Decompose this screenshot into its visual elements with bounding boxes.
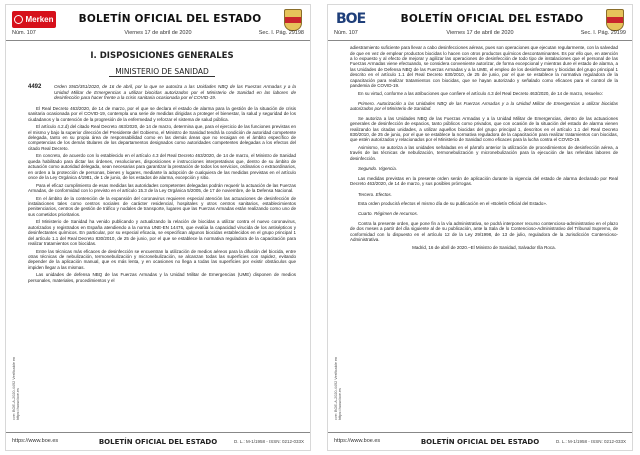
issue-date: Viernes 17 de abril de 2020	[124, 30, 192, 36]
page-footer	[328, 432, 632, 450]
paragraph: adiestramiento suficiente para llevar a cabo desinfecciones aéreas, pues son operaciones que ejecutan regularmente, con la salvedad de que en vez de emplear productos biocidas lo hacen con otros productos químicos descontaminantes. Es por ello que, en atención a lo expuesto y al efecto de mejorar y agilizar las operaciones de desinfección de todo tipo de instalaciones que el personal de las Fuerzas Armadas viene efectuando, se considera conveniente autorizar, de forma excepcional y mientras dure el estado de alarma, a las Unidades de Defensa NBQ de las Fuerzas Armadas y a la UME, el empleo de los desinfectantes y biocidas del grupo principal 1 descrito en el artículo 1.1 del Real Decreto 830/2010, de 25 de junio, por el que se establece la normativa reguladora de la capacitación para realizar tratamientos con biocidas, que se hayan autorizado y señalado como eficaces para el control de la pandemia de COVID-19.	[350, 45, 618, 89]
paragraph: Entre las técnicas más eficaces de desinfección se encuentran la utilización de medios aéreos para la difusión del biocida, entre otras técnicas de nebulización, termonebulización y micronebulización, se alcanzan todas las superficies con rapidez, evitando depender de la aplicación manual, que es más lenta, y en ocasiones no llega a todas las superficies por existir obstáculos que impiden llegar a las mismas.	[28, 248, 296, 270]
footer-url[interactable]: https://www.boe.es	[12, 438, 59, 444]
left-page	[5, 4, 311, 451]
boe-logo: BOE	[336, 11, 366, 27]
header-title: BOLETÍN OFICIAL DEL ESTADO	[400, 13, 584, 25]
issue-number: Núm. 107	[334, 30, 358, 36]
article-header	[28, 84, 296, 101]
header-meta	[334, 30, 626, 39]
footer-url[interactable]: https://www.boe.es	[334, 438, 381, 444]
paragraph: Asimismo, se autoriza a las unidades señaladas en el párrafo anterior la utilización de procedimientos de desinfección aérea, a través de las técnicas de nebulización, termonebulización y micronebulización para la ejecución de las referidas labores de desinfección.	[350, 145, 618, 161]
coat-of-arms-icon	[284, 9, 302, 31]
header-meta	[12, 30, 304, 39]
section-page: Sec. I. Pág. 29198	[258, 30, 304, 36]
right-page	[327, 4, 633, 451]
article-heading: Tercero. Efectos.	[358, 191, 392, 197]
footer-legal: D. L.: M-1/1958 - ISSN: 0212-033X	[233, 439, 304, 444]
paragraph: En el ámbito de la contención de la expansión del coronavirus requieren especial atención las actuaciones de desinfección de instalaciones tales como centros sociales de carácter residencial, hospitales y otros centros sanitarios, establecimientos penitenciarios, centros de gestión de tráfico y nodales de transporte, lugares que las Fuerzas Armadas están realizando como uno de sus cometidos prioritarios.	[28, 195, 296, 217]
header-title: BOLETÍN OFICIAL DEL ESTADO	[78, 13, 262, 25]
paragraph: El artículo 4.2.d) del citado Real Decreto 463/2020, de 14 de marzo, determina que, para el ejercicio de las funciones previstas en el mismo y bajo la superior dirección del Presidente del Gobierno, el Ministro de Sanidad tendrá la condición de autoridad competente delegada, tanto en su propia área de responsabilidad como en las demás áreas que no recaigan en el ámbito específico de competencias de los demás titulares de los departamentos designados como autoridades competentes delegadas a los efectos del citado Real Decreto.	[28, 124, 296, 151]
issue-number: Núm. 107	[12, 30, 36, 36]
coat-of-arms-icon	[606, 9, 624, 31]
ministry-heading	[28, 67, 296, 76]
paragraph: Las unidades de defensa NBQ de las Fuerzas Armadas y la Unidad Militar de Emergencias (UME) disponen de medios personales, materiales, procedimientos y el	[28, 272, 296, 283]
footer-title: BOLETÍN OFICIAL DEL ESTADO	[420, 438, 540, 446]
merken-label: Merken	[25, 15, 54, 24]
verification-code: cve: BOE-A-2020-4492 Verificable en https://www.boe.es	[12, 356, 20, 420]
paragraph: Contra la presente orden, que pone fin a la vía administrativa, se podrá interponer recurso contencioso-administrativo en el plazo de dos meses a partir del día siguiente al de su publicación, ante la Sala de lo Contencioso-Administrativo del Tribunal Supremo, de conformidad con lo dispuesto en el artículo 12 de la Ley 29/1998, de 13 de julio, reguladora de la Jurisdicción Contencioso-Administrativa.	[350, 220, 618, 242]
section-title: I. DISPOSICIONES GENERALES	[90, 51, 234, 61]
article-heading: Primero. Autorización a las Unidades NBQ de las Fuerzas Armadas y a la Unidad Militar de Emergencias a utilizar biocidas autorizados por el Ministerio de Sanidad.	[350, 101, 618, 112]
merken-icon	[14, 15, 23, 24]
article-heading: Segundo. Vigencia.	[358, 166, 397, 172]
paragraph: En concreto, de acuerdo con lo establecido en el artículo 4.3 del Real Decreto 463/2020, de 14 de marzo, el Ministro de Sanidad queda habilitado para dictar las órdenes, resoluciones, disposiciones e instrucciones interpretativas que, dentro de su ámbito de actuación como autoridad delegada, sean necesarias para garantizar la prestación de todos los servicios, ordinarios o extraordinarios, en orden a la protección de personas, bienes y lugares, mediante la adopción de cualquiera de las medidas previstas en el artículo once de la Ley Orgánica 4/1981, de 1 de junio, de los estados de alarma, excepción y sitio.	[28, 153, 296, 181]
page-footer	[6, 432, 310, 450]
article-number: 4492	[28, 84, 42, 90]
article-heading: Cuarto. Régimen de recursos.	[358, 211, 419, 217]
merken-button[interactable]	[12, 11, 56, 28]
footer-legal: D. L.: M-1/1958 - ISSN: 0212-033X	[555, 439, 626, 444]
paragraph: En su virtud, conforme a las atribuciones que confiere el artículo 4.3 del Real Decreto 463/2020, de 14 de marzo, resuelvo:	[358, 90, 603, 96]
article-title: Orden SND/351/2020, de 16 de abril, por la que se autoriza a las Unidades NBQ de las Fuerzas Armadas y a la Unidad Militar de Emergencias a utilizar biocidas autorizados por el Ministerio de Sanidad en las labores de desinfección para hacer frente a la crisis sanitaria ocasionada por el COVID-19.	[54, 84, 296, 101]
paragraph: Las medidas previstas en la presente orden serán de aplicación durante la vigencia del estado de alarma declarado por Real Decreto 463/2020, de 14 de marzo, y sus posibles prórrogas.	[350, 175, 618, 187]
page-body	[350, 43, 618, 428]
verification-code: cve: BOE-A-2020-4492 Verificable en https://www.boe.es	[334, 356, 342, 420]
signature: Madrid, 16 de abril de 2020.–El Ministro de Sanidad, Salvador Illa Roca.	[412, 245, 556, 251]
paragraph: Esta orden producirá efectos el mismo día de su publicación en el «Boletín Oficial del Estado».	[358, 200, 548, 206]
issue-date: Viernes 17 de abril de 2020	[446, 30, 514, 36]
page-header	[328, 5, 632, 41]
paragraph: Se autoriza a las Unidades NBQ de las Fuerzas Armadas y a la Unidad Militar de Emergencias, dentro de las actuaciones generales de desinfección de espacios, tanto públicos como privados, que con ocasión de la situación del estado de alarma vienen realizando las citadas unidades, a utilizar aquellos biocidas del grupo principal 1, descritos en el artículo 1.1 del Real Decreto 830/2010, de 25 de junio, por el que se establece la normativa reguladora de la capacitación para realizar tratamientos con biocidas, que estén autorizados y relacionados por el Ministerio de Sanidad como eficaces para la lucha contra el COVID-19.	[350, 115, 618, 143]
ministry-name: MINISTERIO DE SANIDAD	[109, 67, 215, 77]
section-page: Sec. I. Pág. 29199	[580, 30, 626, 36]
paragraph: El Real Decreto 463/2020, de 14 de marzo, por el que se declara el estado de alarma para la gestión de la situación de crisis sanitaria ocasionada por el COVID-19, contempla una serie de medidas dirigidas a proteger el bienestar, la salud y seguridad de los ciudadanos y la contención de la progresión de la enfermedad y reforzar el sistema de salud pública.	[28, 105, 296, 122]
paragraph: Para el eficaz cumplimiento de esas medidas las autoridades competentes delegadas podrán requerir la actuación de las Fuerzas Armadas, de conformidad con lo previsto en el artículo 15.3 de la Ley Orgánica 5/2005, de 17 de noviembre, de la Defensa Nacional.	[28, 182, 296, 194]
page-body	[28, 47, 296, 428]
page-header	[6, 5, 310, 41]
footer-title: BOLETÍN OFICIAL DEL ESTADO	[98, 438, 218, 446]
paragraph: El Ministerio de Sanidad ha venido publicando y actualizando la relación de biocidas a utilizar contra el nuevo coronavirus, autorizados y registrados en España atendiendo a la norma UNE-EN 14476, que evalúa la capacidad virucida de los antisépticos y desinfectantes químicos. En particular, por su especial eficacia, se especifican algunos biocidas establecidos en el grupo principal 1 del artículo 1.1 del Real Decreto 830/2010, de 25 de junio, por el que se establece la normativa reguladora de la capacitación para realizar tratamientos con biocidas.	[28, 219, 296, 247]
